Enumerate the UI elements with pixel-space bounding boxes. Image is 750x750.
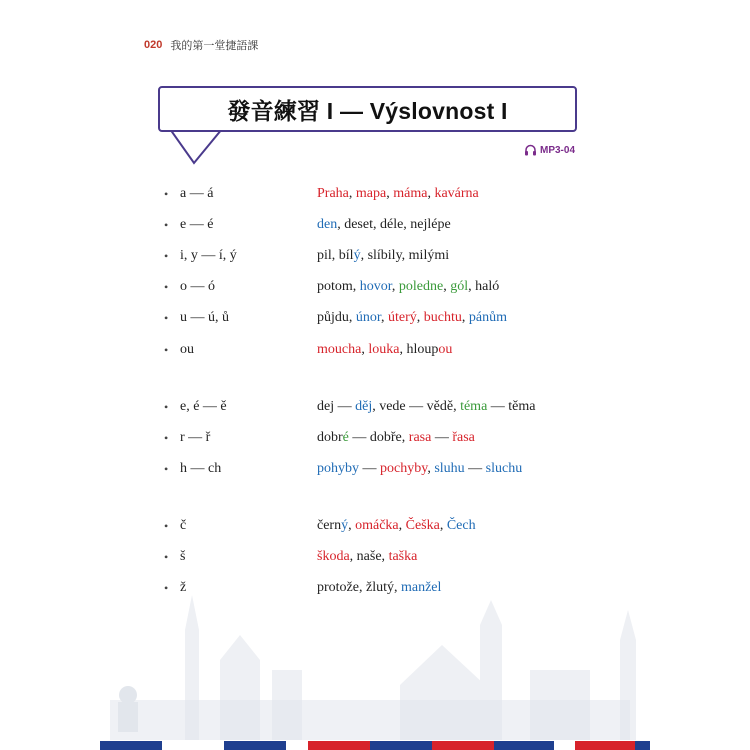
letter-pair-label: e — é (180, 217, 214, 232)
example-word-segment: louka (368, 342, 400, 357)
example-word-segment: , hloup (399, 342, 439, 357)
example-word-segment: , (439, 518, 447, 533)
bullet-icon: • (164, 400, 169, 414)
example-word-segment: , slíbily, milými (360, 248, 450, 263)
pronunciation-row (0, 184, 750, 204)
example-word-segment: taška (388, 549, 418, 564)
pronunciation-row (0, 215, 750, 235)
pronunciation-row (0, 308, 750, 328)
example-word-segment: gól (450, 279, 469, 294)
example-word-segment: , (361, 342, 369, 357)
example-word-segment: — (359, 461, 380, 476)
example-words (317, 459, 522, 479)
letter-pair-label: ž (180, 580, 187, 595)
audio-track-label: MP3-04 (540, 144, 576, 156)
example-word-segment: půjdu, (317, 310, 356, 325)
example-word-segment: , (398, 518, 406, 533)
example-word-segment: dobr (317, 430, 343, 445)
bullet-icon: • (164, 519, 169, 533)
example-word-segment: — (464, 461, 486, 476)
example-word-segment: , (391, 279, 399, 294)
example-word-segment: den (317, 217, 338, 232)
example-word-segment: , haló (468, 279, 500, 294)
example-word-segment: , deset, déle, nejlépe (337, 217, 451, 232)
example-word-segment: děj (355, 399, 373, 414)
letter-pair-label: č (180, 518, 187, 533)
example-word-segment: manžel (400, 580, 442, 595)
example-word-segment: čern (317, 518, 342, 533)
example-word-segment: buchtu (423, 310, 462, 325)
bullet-icon: • (164, 462, 169, 476)
example-word-segment: máma (393, 186, 428, 201)
pronunciation-row (0, 547, 750, 567)
section-title: 發音練習 I — Výslovnost I (158, 86, 577, 132)
example-word-segment: sluchu (485, 461, 523, 476)
example-word-segment: řasa (452, 430, 475, 445)
page-number: 020 (144, 39, 163, 51)
example-words (317, 340, 452, 360)
book-title: 我的第一堂捷語課 (170, 40, 259, 52)
example-word-segment: omáčka (355, 518, 399, 533)
example-words (317, 428, 475, 448)
page-header (144, 37, 258, 53)
bullet-icon: • (164, 343, 169, 357)
example-word-segment: ou (438, 342, 453, 357)
example-word-segment: dej — (317, 399, 356, 414)
example-word-segment: škoda (317, 549, 350, 564)
pronunciation-row (0, 277, 750, 297)
example-word-segment: moucha (317, 342, 362, 357)
example-words (317, 215, 451, 235)
example-words (317, 308, 507, 328)
example-word-segment: , (381, 310, 388, 325)
letter-pair-label: h — ch (180, 461, 222, 476)
example-words (317, 277, 499, 297)
example-word-segment: hovor (359, 279, 392, 294)
speech-bubble-tail (170, 129, 230, 165)
bullet-icon: • (164, 249, 169, 263)
pronunciation-row (0, 459, 750, 479)
czech-flag-stripe (0, 741, 750, 750)
example-word-segment: ý (353, 248, 361, 263)
bullet-icon: • (164, 431, 169, 445)
bullet-icon: • (164, 187, 169, 201)
example-word-segment: téma (460, 399, 488, 414)
example-word-segment: — těma (487, 399, 536, 414)
bullet-icon: • (164, 280, 169, 294)
letter-pair-label: š (180, 549, 186, 564)
example-words (317, 547, 417, 567)
bullet-icon: • (164, 218, 169, 232)
example-word-segment: protože, žlutý, (317, 580, 401, 595)
example-word-segment: sluhu (434, 461, 465, 476)
letter-pair-label: i, y — í, ý (180, 248, 237, 263)
example-word-segment: , (427, 186, 435, 201)
example-word-segment: , (461, 310, 469, 325)
letter-pair-label: o — ó (180, 279, 215, 294)
example-word-segment: — (431, 430, 453, 445)
letter-pair-label: ou (180, 342, 194, 357)
example-word-segment: , (416, 310, 424, 325)
example-word-segment: únor (355, 310, 381, 325)
example-word-segment: , (348, 518, 356, 533)
letter-pair-label: a — á (180, 186, 214, 201)
letter-pair-label: e, é — ě (180, 399, 227, 414)
example-words (317, 246, 449, 266)
pronunciation-row (0, 516, 750, 536)
prague-skyline-illustration (100, 590, 660, 740)
bullet-icon: • (164, 550, 169, 564)
example-word-segment: potom, (317, 279, 360, 294)
letter-pair-label: r — ř (180, 430, 211, 445)
example-word-segment: é (342, 430, 349, 445)
example-word-segment: , (386, 186, 394, 201)
headphones-icon (524, 144, 537, 156)
pronunciation-row (0, 428, 750, 448)
example-words (317, 184, 479, 204)
audio-track[interactable] (524, 144, 575, 156)
example-word-segment: pil, bíl (317, 248, 354, 263)
example-word-segment: úterý (388, 310, 417, 325)
pronunciation-row (0, 397, 750, 417)
example-word-segment: pánům (468, 310, 507, 325)
example-word-segment: , naše, (349, 549, 389, 564)
example-word-segment: , (348, 186, 356, 201)
example-word-segment: , (427, 461, 435, 476)
example-word-segment: pohyby (317, 461, 359, 476)
example-word-segment: — dobře, (348, 430, 409, 445)
example-word-segment: ý (341, 518, 349, 533)
example-word-segment: , vede — vědě, (372, 399, 461, 414)
example-word-segment: rasa (408, 430, 432, 445)
example-word-segment: kavárna (434, 186, 479, 201)
example-words (317, 516, 476, 536)
example-words (317, 397, 536, 417)
bullet-icon: • (164, 311, 169, 325)
example-word-segment: Čech (446, 518, 476, 533)
pronunciation-row (0, 340, 750, 360)
example-word-segment: Praha (317, 186, 349, 201)
letter-pair-label: u — ú, ů (180, 310, 229, 325)
pronunciation-row (0, 246, 750, 266)
bullet-icon: • (164, 581, 169, 595)
example-word-segment: mapa (355, 186, 387, 201)
example-word-segment: Češka (405, 518, 440, 533)
example-word-segment: , (443, 279, 451, 294)
example-word-segment: poledne (398, 279, 444, 294)
example-word-segment: pochyby (380, 461, 428, 476)
